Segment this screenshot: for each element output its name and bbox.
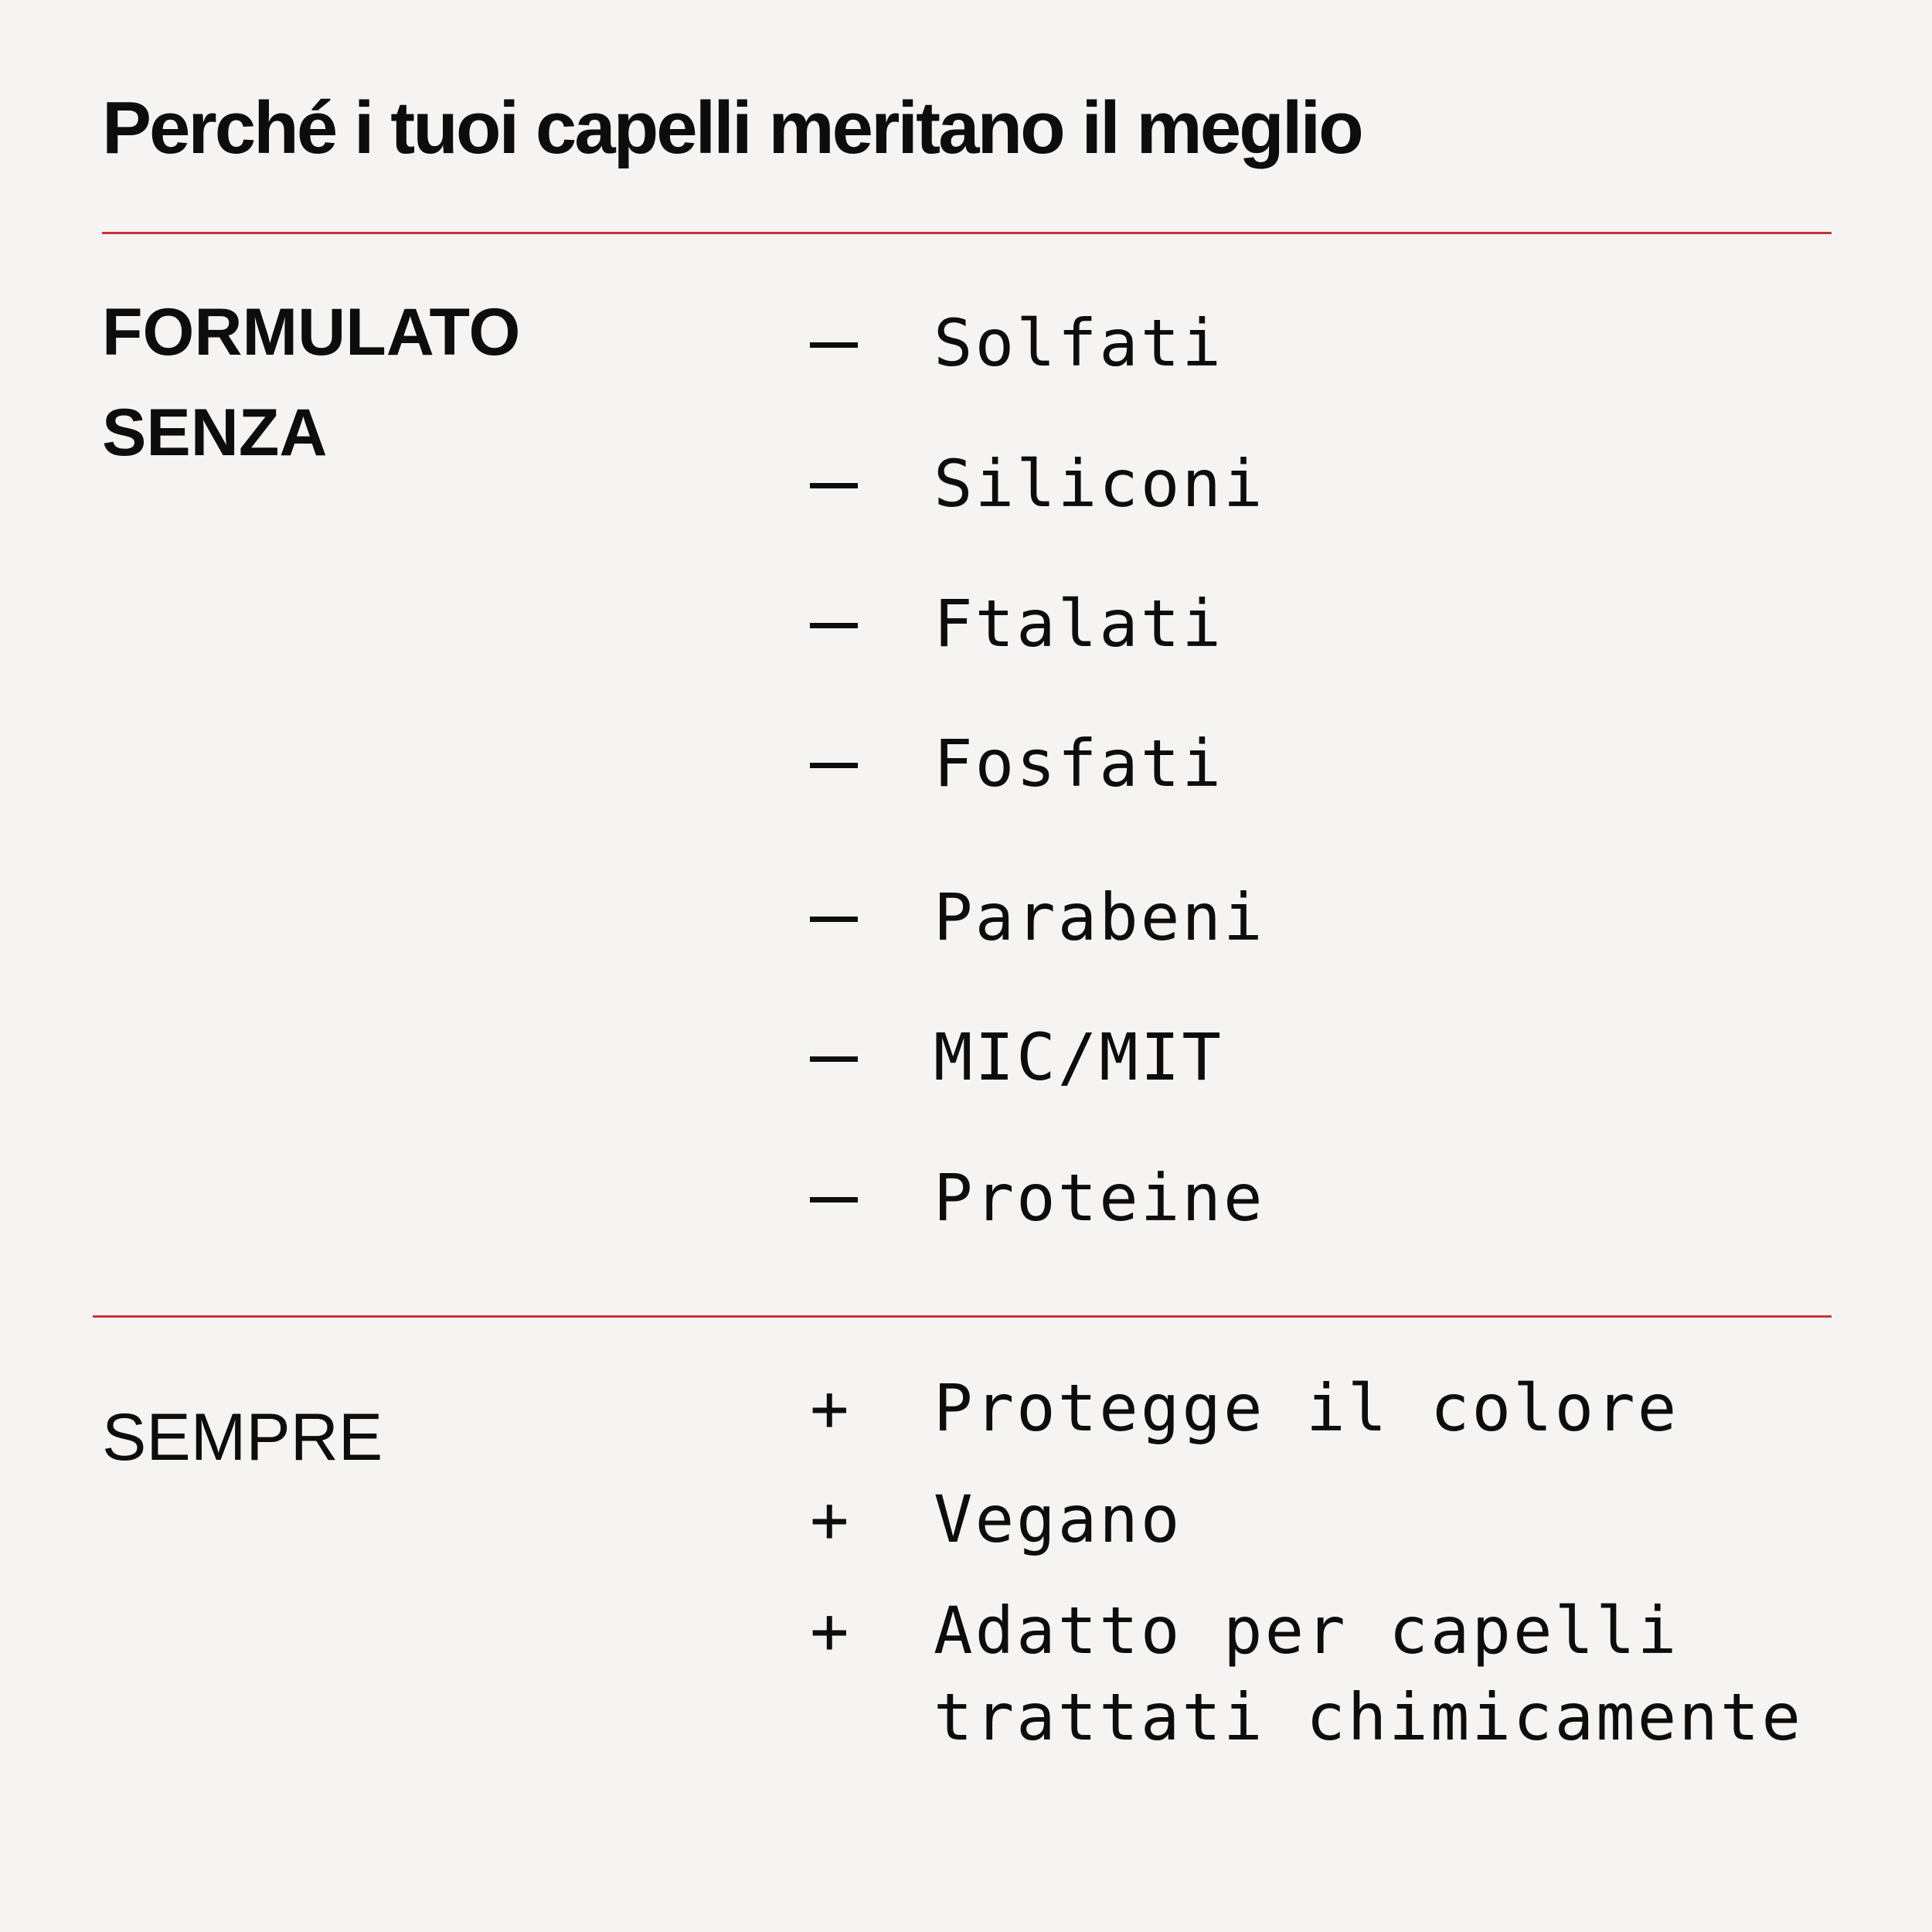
always-item-line: Vegano [934,1481,1182,1557]
without-item-fosfati [810,720,1223,807]
page-title: Perché i tuoi capelli meritano il meglio [102,87,1362,169]
without-item-label: Proteine [934,1160,1265,1236]
without-item-label: Fosfati [934,726,1224,801]
always-item-line: Protegge il colore [934,1370,1679,1446]
without-item-solfati [810,300,1223,386]
dash-icon [810,763,858,768]
without-label-line-2: SENZA [102,396,328,470]
always-item-vegano [810,1476,1182,1563]
middle-divider [93,1315,1832,1318]
without-item-mic-mit [810,1014,1223,1100]
without-item-parabeni [810,874,1265,961]
always-item-label [934,1476,1182,1563]
always-item-line-2: trattati chimicamente [934,1679,1804,1755]
without-item-label: Parabeni [934,879,1265,955]
always-item-protegge-colore [810,1365,1679,1451]
always-item-label [934,1587,1803,1760]
without-item-siliconi [810,440,1265,527]
without-item-ftalati [810,580,1223,667]
always-item-line-1: Adatto per capelli [934,1593,1679,1668]
dash-icon [810,623,858,628]
without-section-label [102,282,520,483]
without-item-label: Solfati [934,305,1224,381]
plus-icon: + [810,1481,852,1557]
dash-icon [810,342,858,348]
plus-icon: + [810,1593,852,1668]
always-label-line-1: SEMPRE [102,1400,383,1475]
plus-icon: + [810,1370,852,1446]
dash-icon [810,483,858,488]
without-item-proteine [810,1155,1265,1241]
always-item-label [934,1365,1679,1451]
without-item-label: Ftalati [934,586,1224,662]
top-divider [102,232,1832,234]
without-label-line-1: FORMULATO [102,295,521,369]
without-item-label: Siliconi [934,446,1265,522]
always-section-label [102,1387,383,1488]
dash-icon [810,1056,858,1062]
dash-icon [810,917,858,922]
always-item-capelli-trattati [810,1587,1803,1760]
without-item-label: MIC/MIT [934,1019,1224,1095]
dash-icon [810,1197,858,1202]
